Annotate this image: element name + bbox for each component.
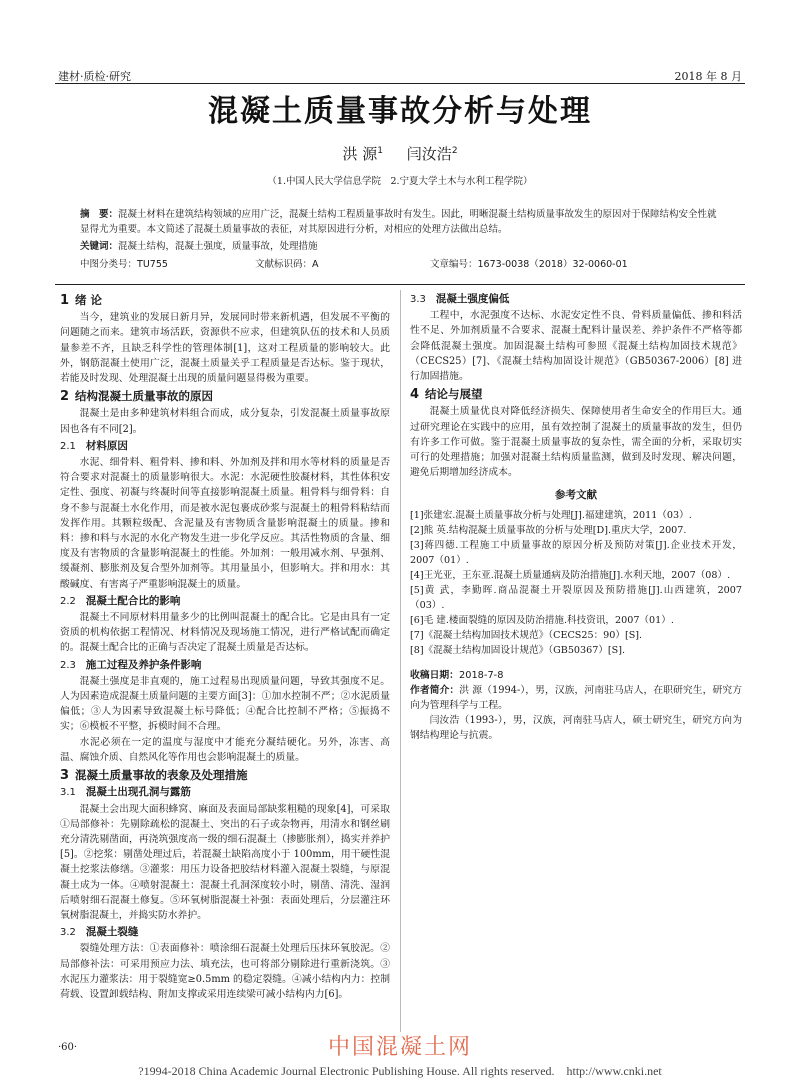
clc-number — [80, 256, 168, 270]
reference-item: [5]黄 武，李勤晖.商品混凝土开裂原因及预防措施[J].山西建筑，2007（03）. — [410, 584, 742, 611]
keywords — [80, 240, 720, 255]
section-2-3-heading — [60, 658, 390, 673]
section-2-heading — [60, 389, 390, 404]
received-date — [410, 668, 742, 683]
section-3-number: 3 — [60, 768, 70, 784]
watermark: 中国混凝土网 — [327, 1035, 472, 1060]
section-2-2-number: 2.2 — [60, 595, 76, 607]
article-title: 混凝土质量事故分析与处理 — [208, 94, 592, 129]
doc-label: 文献标识码： — [255, 259, 313, 270]
clc-value: TU755 — [137, 259, 168, 270]
section-1-title: 绪 论 — [75, 293, 103, 307]
author-2: 闫汝浩 — [406, 145, 452, 163]
author-bio-2: 闫汝浩（1993-），男，汉族，河南驻马店人，硕士研究生，研究方向为钢结构理论与抗震。 — [410, 715, 742, 742]
received-value: 2018-7-8 — [458, 669, 504, 681]
bio-1-text: 洪 源（1994-），男，汉族，河南驻马店人，在职研究生，研究方向为管理科学与工程。 — [410, 684, 742, 712]
page-number: ·60· — [58, 1042, 78, 1053]
section-2-1-paragraph: 水泥、细骨料、粗骨料、掺和料、外加剂及拌和用水等材料的质量是否符合要求对混凝土的质量影响很大。水泥：水泥硬性胶凝材料，其性体积安定性、强度、初凝与终凝时间等直接影响混凝土质量。粗骨料与细骨料：自身不参与混凝土水化作用，而是被水泥包裹成砂浆与混凝土的粗骨料粘结而发挥作用。其颗粒级配、含泥量及有害物质含量影响混凝土的质量。掺和料：掺和料与水泥的水化产物发生进一步化学反应。其活性物质的含量、细度及有害物质的含量影响混凝土的性能。外加剂：一般用减水剂、早强剂、缓凝剂、膨胀剂及复合型外加剂等。其用量虽小，但影响大。拌和用水：其酸碱度、有害离子严重影响混凝土的质量。 — [60, 457, 390, 590]
header-rule — [55, 83, 745, 84]
reference-item: [6]毛 建.楼面裂缝的原因及防治措施.科技资讯，2007（01）. — [410, 614, 674, 626]
section-4-title: 结论与展望 — [425, 387, 483, 402]
left-column — [60, 290, 390, 1032]
author-2-mark: 2 — [451, 146, 458, 156]
section-1-heading — [60, 293, 390, 308]
section-1-paragraph: 当今，建筑业的发展日新月异，发展同时带来新机遇，但发展不平衡的问题随之而来。建筑市场活跃，资源供不应求，但建筑队伍的技术和人员质量参差不齐，且缺乏科学性的管理体制[1]，这对工程质量的影响较大。此外，钢筋混凝土使用广泛，混凝土质量关乎工程质量是否达标。鉴于现状，若能及时发现、处理混凝土出现的质量问题显得极为重要。 — [60, 312, 390, 385]
section-3-1-number: 3.1 — [60, 787, 76, 799]
section-2-2-paragraph: 混凝土不同原材料用量多少的比例叫混凝土的配合比。它是由具有一定资质的机构依据工程情况、材料情况及现场施工情况，进行严格试配而确定的。混凝土配合比的正确与否决定了混凝土质量是否达标。 — [60, 612, 390, 654]
received-label: 收稿日期： — [410, 669, 459, 681]
affiliation: （1.中国人民大学信息学院 2.宁夏大学土木与水利工程学院） — [267, 176, 533, 187]
section-2-3-paragraph-2: 水泥必须在一定的温度与湿度中才能充分凝结硬化。另外，冻害、高温、腐蚀介质、自然风化等作用也会影响混凝土的质量。 — [60, 736, 390, 763]
section-3-3-number: 3.3 — [410, 294, 426, 305]
section-2-1-heading — [60, 439, 390, 454]
column-divider — [400, 290, 401, 1032]
abstract-rule — [55, 284, 745, 285]
references-heading: 参考文献 — [555, 489, 597, 502]
section-3-2-title: 混凝土裂缝 — [85, 926, 139, 939]
bio-label: 作者简介： — [410, 684, 460, 696]
keywords-text: 混凝土结构，混凝土强度，质量事故，处理措施 — [118, 241, 318, 252]
author-1: 洪 源 — [342, 145, 378, 163]
art-label: 文章编号： — [430, 259, 478, 270]
section-3-3-heading — [410, 292, 742, 307]
abstract-label: 摘 要： — [80, 209, 119, 220]
author-bio-1 — [410, 683, 742, 713]
section-3-heading — [60, 768, 390, 783]
reference-item: [1]张建宏.混凝土质量事故分析与处理[J].福建建筑，2011（03）. — [410, 509, 692, 521]
section-1-number: 1 — [60, 293, 70, 308]
abstract — [80, 208, 720, 237]
section-2-2-heading — [60, 594, 390, 609]
abstract-text: 混凝土材料在建筑结构领域的应用广泛，混凝土结构工程质量事故时有发生。因此，明晰混凝土结构质量事故发生的原因对于保障结构安全性就显得尤为重要。本文简述了混凝土质量事故的表征，对其原因进行分析，对相应的处理方法做出总结。 — [80, 209, 717, 235]
section-2-1-title: 材料原因 — [85, 439, 128, 452]
reference-item: [3]蒋四德.工程施工中质量事故的原因分析及预防对策[J].企业技术开发，2007（01）. — [410, 539, 742, 566]
section-3-1-heading — [60, 785, 390, 800]
reference-item: [8]《混凝土结构加固设计规范》（GB50367）[S]. — [410, 644, 626, 656]
section-2-1-number: 2.1 — [60, 440, 76, 452]
reference-item: [4]王光亚，王东亚.混凝土质量通病及防治措施[J].水利天地，2007（08）. — [410, 569, 731, 581]
journal-name: 建材·质检·研究 — [58, 70, 131, 83]
reference-item: [2]熊 英.结构混凝土质量事故的分析与处理[D].重庆大学，2007. — [410, 524, 687, 536]
section-2-title: 结构混凝土质量事故的原因 — [75, 389, 214, 404]
right-column — [410, 290, 742, 1032]
section-3-2-number: 3.2 — [60, 927, 76, 939]
author-1-mark: 1 — [377, 146, 383, 156]
section-4-heading — [410, 387, 742, 402]
section-3-2-paragraph: 裂缝处理方法：①表面修补：喷涂细石混凝土处理后压抹环氧胶泥。②局部修补法：可采用预应力法、填充法，也可将部分剔除进行重新浇筑。③水泥压力灌浆法：用于裂缝宽≥0.5mm 的稳定裂缝。④减小结构内力：控制荷载、设置卸载结构、附加支撑或采用连续梁可减小结构内力[6]。 — [60, 943, 390, 1000]
section-2-number: 2 — [60, 389, 70, 405]
reference-item: [7]《混凝土结构加固技术规范》（CECS25：90）[S]. — [410, 629, 643, 641]
section-4-number: 4 — [410, 387, 420, 403]
section-3-3-title: 混凝土强度偏低 — [435, 293, 510, 305]
clc-label: 中图分类号： — [80, 259, 138, 270]
section-3-1-paragraph: 混凝土会出现大面积蜂窝、麻面及表面局部缺浆粗糙的现象[4]，可采取①局部修补：先剔除疏松的混凝土、突出的石子或杂物再，用清水和钢丝刷充分清洗剔凿面，再浇筑强度高一级的细石混凝土（掺膨胀剂），捣实并养护[5]。②挖浆：剔凿处理过后，若混凝土缺陷高度小于 100mm，用干硬性混凝土挖浆法修缮。③灌浆：用压力设备把胶结材料灌入混凝土裂缝，与原混凝土成为一体。④喷射混凝土：混凝土孔洞深度较小时，剔凿、清洗、湿润后喷射细石混凝土修复。⑤环氧树脂混凝土补强：表面处理后，分层灌注环氧树脂混凝土，并捣实防水养护。 — [60, 803, 390, 921]
keywords-label: 关键词： — [80, 241, 119, 252]
section-2-3-title: 施工过程及养护条件影响 — [85, 658, 202, 671]
section-2-3-number: 2.3 — [60, 659, 76, 671]
copyright-footer: ?1994-2018 China Academic Journal Electronic Publishing House. All rights reserved. http://www.cnki.net — [138, 1064, 662, 1078]
section-3-3-paragraph: 工程中，水泥强度不达标、水泥安定性不良、骨料质量偏低、掺和料活性不足、外加剂质量不合要求、混凝土配料计量误差、养护条件不严格等都会降低混凝土强度。加固混凝土结构可参照《混凝土结构加固技术规范》（CECS25）[7]、《混凝土结构加固设计规范》（GB50367-2006）[8] 进行加固措施。 — [410, 310, 742, 383]
art-value: 1673-0038（2018）32-0060-01 — [477, 259, 628, 270]
doc-value: A — [312, 259, 319, 270]
section-2-3-paragraph-1: 混凝土强度是非直观的，施工过程易出现质量问题，导致其强度不足。人为因素造成混凝土质量问题的主要方面[3]：①加水控制不严；②水泥质量偏低；③人为因素导致混凝土标号降低；④配合比控制不严格；⑤振捣不实；⑥模板不平整，拆模时间不合理。 — [60, 675, 390, 733]
section-3-1-title: 混凝土出现孔洞与露筋 — [85, 786, 191, 799]
section-3-title: 混凝土质量事故的表象及处理措施 — [75, 768, 248, 783]
issue-date: 2018 年 8 月 — [674, 70, 742, 83]
doc-code — [255, 256, 319, 270]
section-3-2-heading — [60, 925, 390, 940]
section-2-paragraph: 混凝土是由多种建筑材料组合而成，成分复杂，引发混凝土质量事故原因也各有不同[2]。 — [60, 408, 390, 435]
author-line — [0, 143, 800, 164]
section-2-2-title: 混凝土配合比的影响 — [85, 594, 181, 607]
article-number — [430, 256, 628, 270]
section-4-paragraph: 混凝土质量优良对降低经济损失、保障使用者生命安全的作用巨大。通过研究理论在实践中的应用，虽有效控制了混凝土的质量事故的发生，但仍有许多工作可做。鉴于混凝土质量事故的复杂性，需全面的分析，采取切实可行的处理措施；加强对混凝土结构质量监测，做到及时发现、解决问题，避免后期增加经济成本。 — [410, 406, 742, 479]
